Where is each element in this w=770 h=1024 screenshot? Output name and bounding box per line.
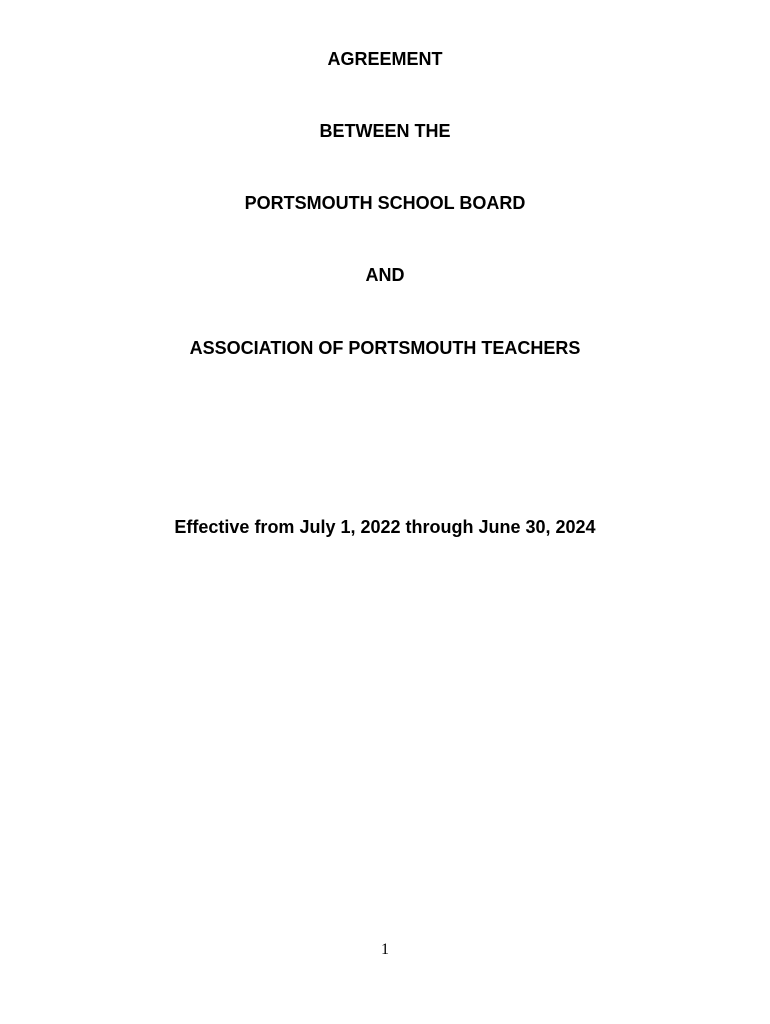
title-agreement: AGREEMENT bbox=[327, 49, 443, 69]
title-between: BETWEEN THE bbox=[319, 121, 451, 141]
title-school-board: PORTSMOUTH SCHOOL BOARD bbox=[244, 193, 526, 213]
page-number: 1 bbox=[381, 941, 389, 958]
title-association: ASSOCIATION OF PORTSMOUTH TEACHERS bbox=[189, 338, 581, 358]
title-and: AND bbox=[365, 265, 405, 285]
effective-dates: Effective from July 1, 2022 through June 30, 2024 bbox=[174, 517, 596, 537]
